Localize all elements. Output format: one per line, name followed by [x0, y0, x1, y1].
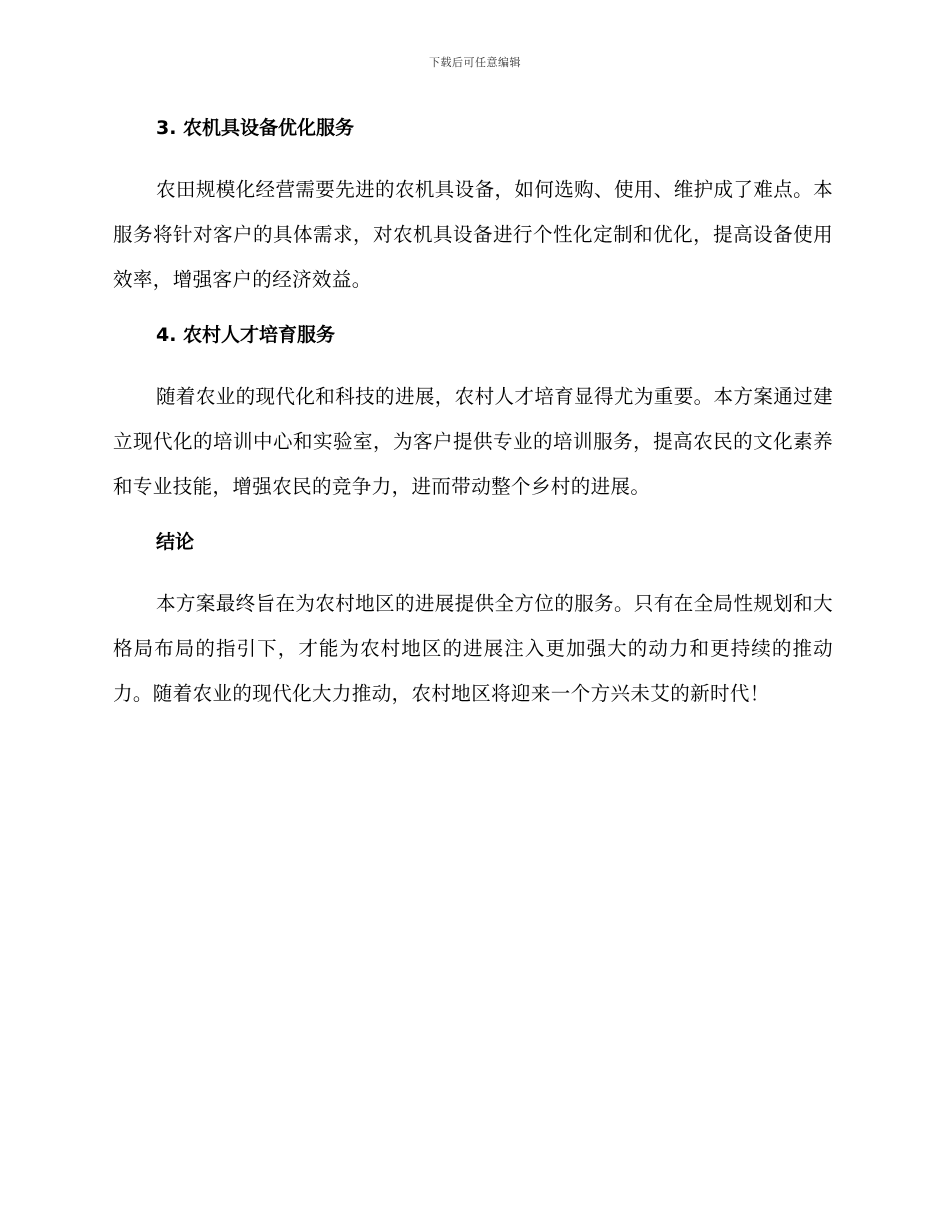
section-heading-conclusion: 结论	[156, 531, 195, 553]
page-header-note: 下载后可任意编辑	[429, 56, 521, 69]
section-paragraph-talent: 随着农业的现代化和科技的进展，农村人才培育显得尤为重要。本方案通过建立现代化的培训中心和实验室，为客户提供专业的培训服务，提高农民的文化素养和专业技能，增强农民的竞争力，进而带动整个乡村的进展。	[113, 385, 833, 498]
document-body	[113, 112, 833, 716]
section-heading-talent: 4. 农村人才培育服务	[156, 324, 336, 346]
section-paragraph-machinery: 农田规模化经营需要先进的农机具设备，如何选购、使用、维护成了难点。本服务将针对客户的具体需求，对农机具设备进行个性化定制和优化，提高设备使用效率，增强客户的经济效益。	[113, 178, 833, 291]
section-heading-machinery: 3. 农机具设备优化服务	[156, 117, 355, 139]
section-paragraph-conclusion: 本方案最终旨在为农村地区的进展提供全方位的服务。只有在全局性规划和大格局布局的指引下，才能为农村地区的进展注入更加强大的动力和更持续的推动力。随着农业的现代化大力推动，农村地区将迎来一个方兴未艾的新时代！	[113, 592, 833, 705]
